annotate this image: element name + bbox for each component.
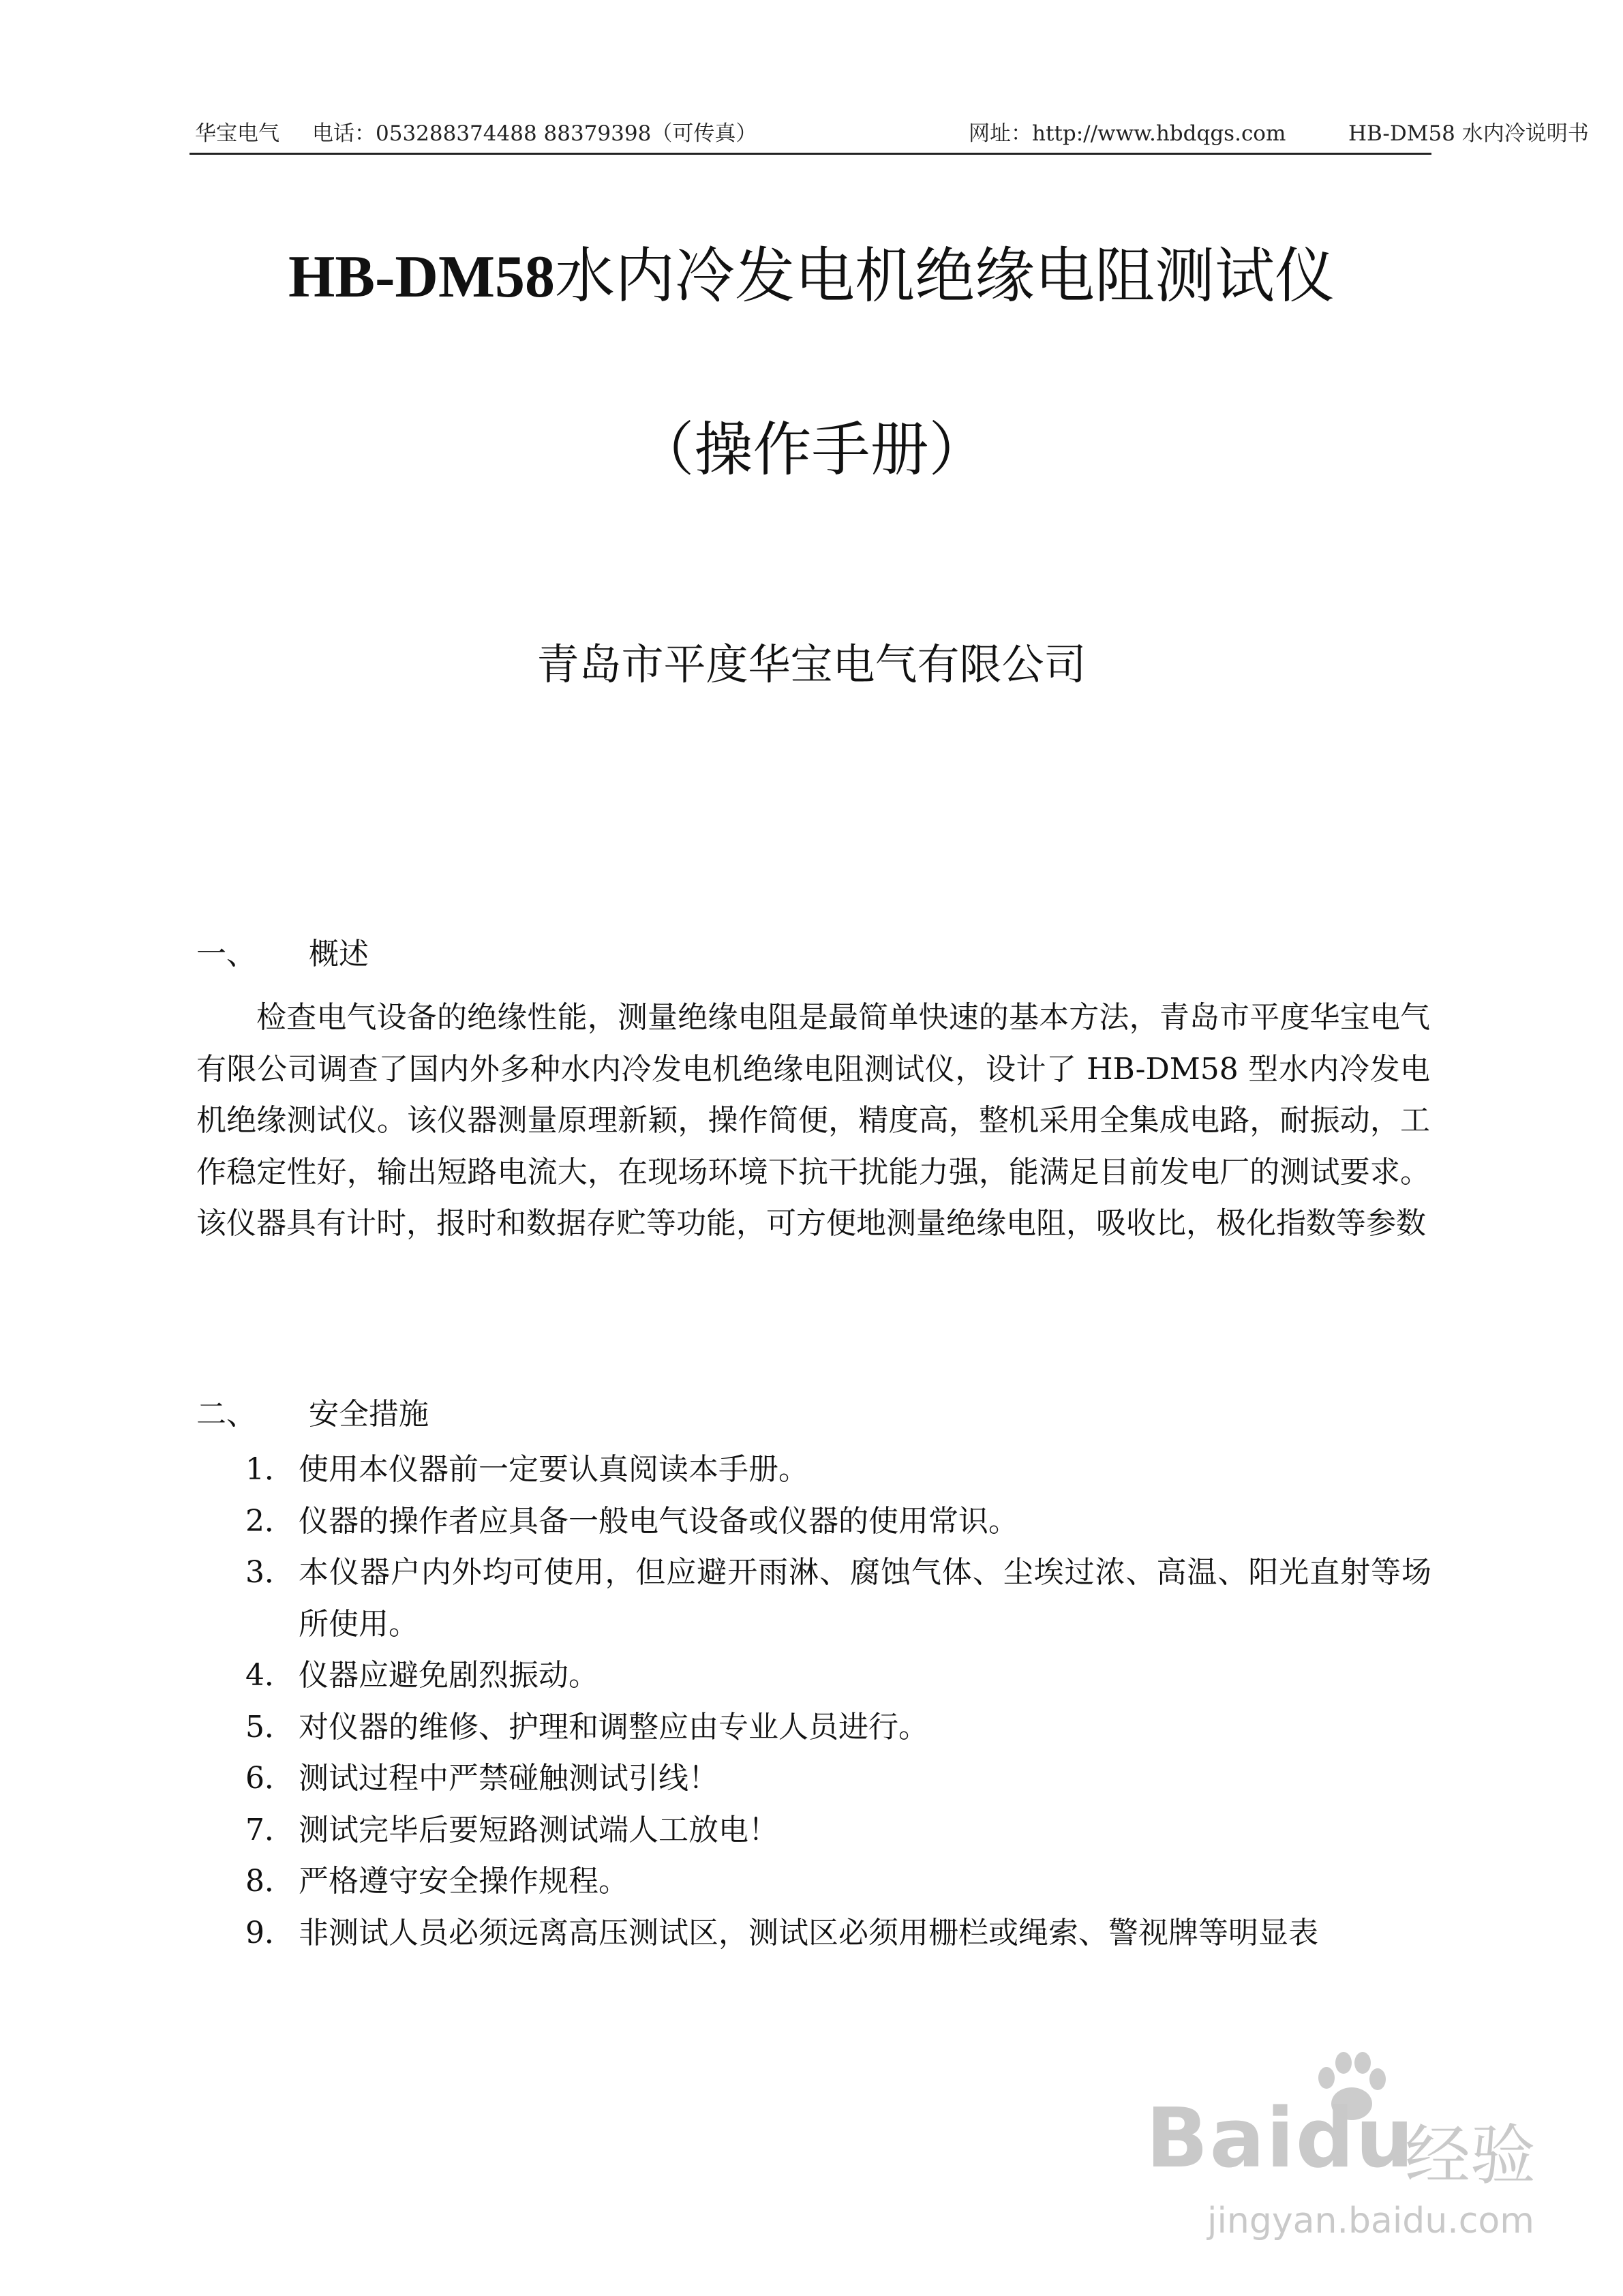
- list-text: 本仪器户内外均可使用，但应避开雨淋、腐蚀气体、尘埃过浓、高温、阳光直射等场所使用。: [299, 1555, 1431, 1642]
- list-item: [245, 1702, 1431, 1753]
- document-subtitle: （操作手册）: [635, 416, 988, 484]
- list-number: 8．: [245, 1864, 294, 1899]
- list-item: [245, 1547, 1431, 1650]
- safety-list: [245, 1444, 1431, 1959]
- list-text: 测试完毕后要短路测试端人工放电！: [299, 1812, 778, 1847]
- list-text: 仪器应避免剧烈振动。: [299, 1658, 598, 1693]
- title-name: 水内冷发电机绝缘电阻测试仪: [555, 241, 1335, 311]
- list-item: [245, 1496, 1431, 1547]
- running-header: [189, 115, 1589, 155]
- document-title: [0, 235, 1623, 318]
- watermark-url: jingyan.baidu.com: [1207, 2201, 1534, 2241]
- section-number: 一、: [196, 937, 256, 971]
- list-item: [245, 1907, 1431, 1959]
- list-number: 3．: [245, 1555, 294, 1590]
- list-number: 4．: [245, 1658, 294, 1693]
- section-title: 安全措施: [309, 1397, 429, 1432]
- list-item: [245, 1804, 1431, 1856]
- list-text: 对仪器的维修、护理和调整应由专业人员进行。: [299, 1709, 928, 1744]
- list-number: 2．: [245, 1503, 294, 1539]
- list-item: [245, 1444, 1431, 1496]
- list-item: [245, 1856, 1431, 1907]
- header-website: 网址：http://www.hbdqgs.com: [969, 121, 1286, 146]
- watermark-logo: Baidu: [1146, 2091, 1415, 2186]
- section-number: 二、: [196, 1397, 256, 1432]
- list-number: 5．: [245, 1709, 294, 1744]
- list-number: 9．: [245, 1915, 294, 1950]
- list-text: 严格遵守安全操作规程。: [299, 1864, 628, 1899]
- header-phone: 电话：053288374488 88379398（可传真）: [312, 121, 757, 146]
- list-item: [245, 1753, 1431, 1804]
- list-number: 6．: [245, 1761, 294, 1796]
- list-text: 仪器的操作者应具备一般电气设备或仪器的使用常识。: [299, 1503, 1018, 1539]
- company-name: 青岛市平度华宝电气有限公司: [536, 639, 1087, 689]
- list-number: 7．: [245, 1812, 294, 1847]
- list-number: 1．: [245, 1452, 294, 1487]
- list-text: 测试过程中严禁碰触测试引线！: [299, 1761, 718, 1796]
- overview-paragraph: 检查电气设备的绝缘性能，测量绝缘电阻是最简单快速的基本方法，青岛市平度华宝电气有限公司调查了国内外多种水内冷发电机绝缘电阻测试仪，设计了 HB-DM58 型水内冷发电机绝缘测试仪。该仪器测量原理新颖，操作简便，精度高，整机采用全集成电路，耐振动，工作稳定性好，输出短路电流大，在现场环境下抗干扰能力强，能满足目前发电厂的测试要求。该仪器具有计时，报时和数据存贮等功能，可方便地测量绝缘电阻，吸收比，极化指数等参数: [196, 1000, 1430, 1241]
- list-text: 非测试人员必须远离高压测试区，测试区必须用栅栏或绳索、警视牌等明显表: [299, 1915, 1318, 1950]
- baidu-watermark: [1105, 2051, 1541, 2255]
- title-model: HB-DM58: [288, 244, 556, 310]
- header-doc-title: HB-DM58 水内冷说明书: [1348, 121, 1589, 146]
- header-company: 华宝电气: [195, 121, 279, 146]
- watermark-label: 经验: [1405, 2117, 1536, 2194]
- list-item: [245, 1650, 1431, 1702]
- list-text: 使用本仪器前一定要认真阅读本手册。: [299, 1452, 808, 1487]
- section-heading-safety: [196, 1387, 429, 1442]
- section-title: 概述: [309, 937, 369, 971]
- section-heading-overview: [196, 927, 369, 982]
